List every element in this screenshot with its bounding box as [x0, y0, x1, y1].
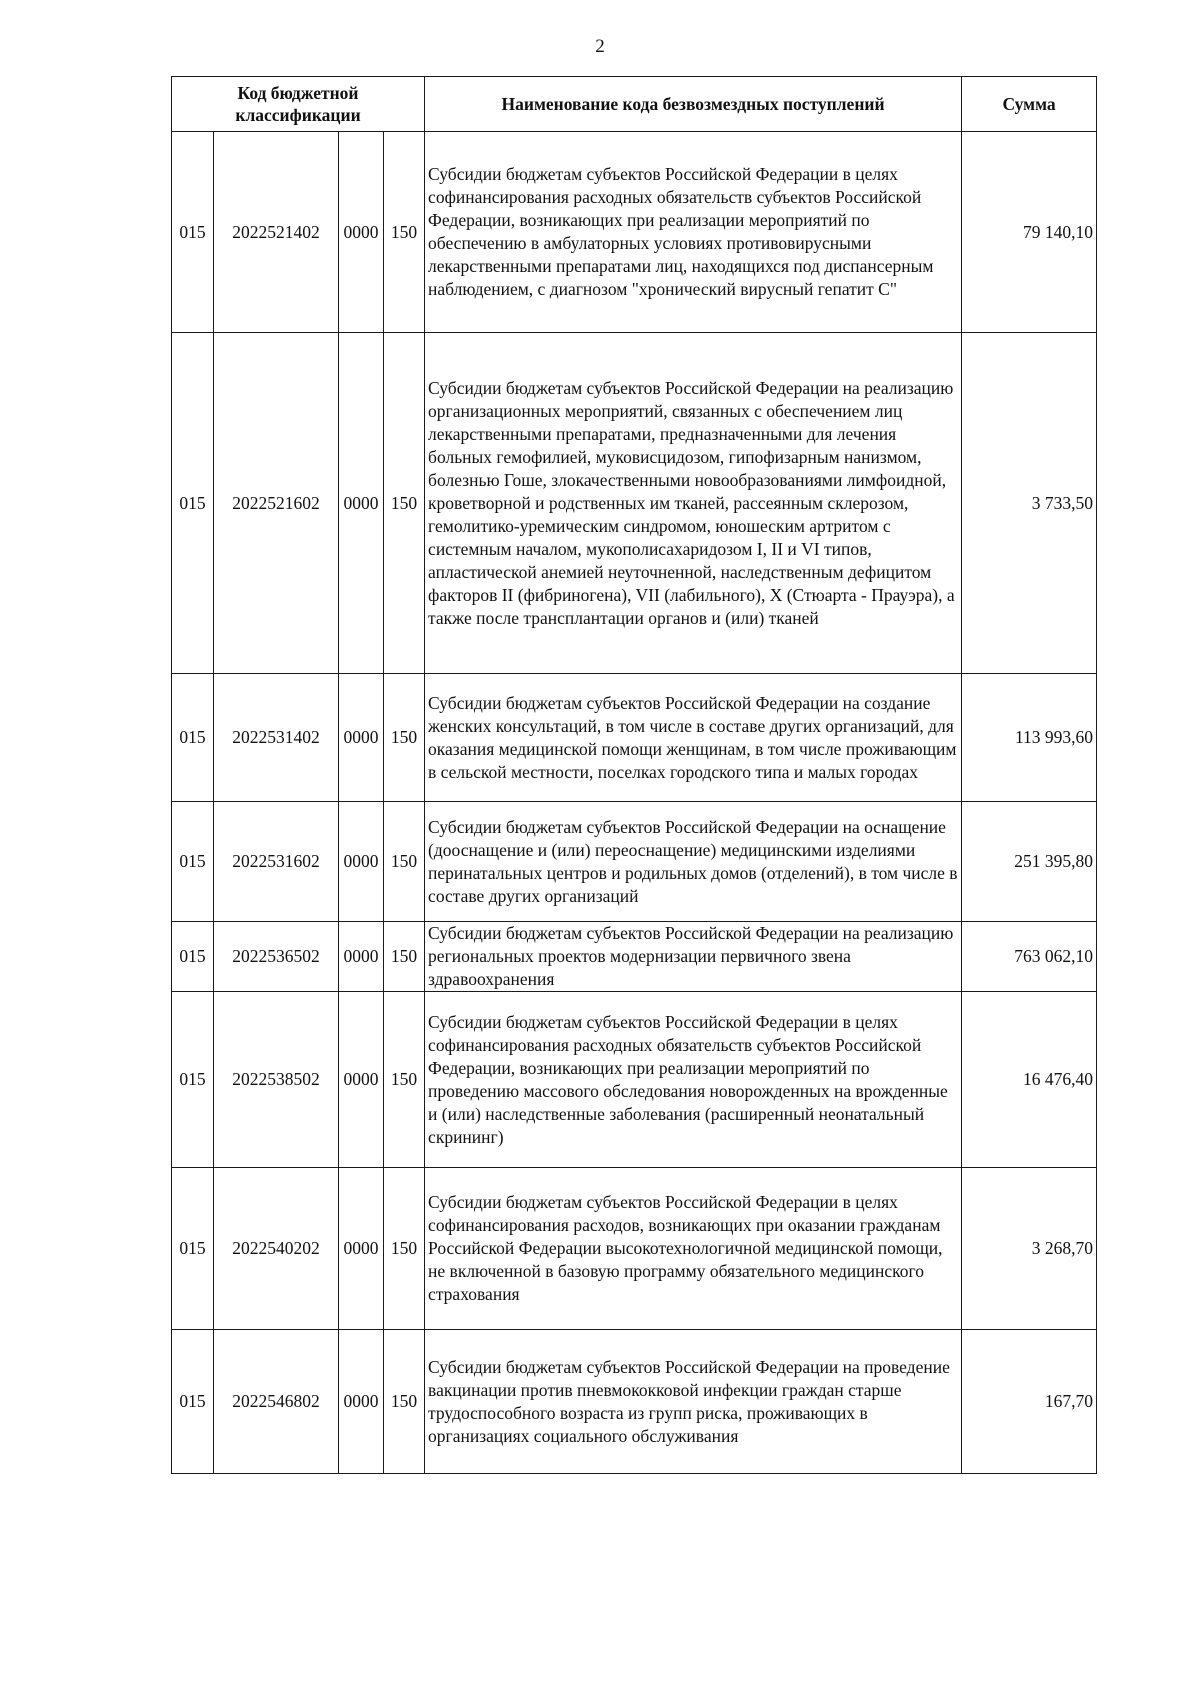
program-code-cell: 0000 — [339, 1168, 384, 1330]
income-code-cell: 2022531402 — [214, 674, 339, 802]
program-code-cell: 0000 — [339, 333, 384, 674]
table-row — [172, 674, 1097, 802]
income-name-cell: Субсидии бюджетам субъектов Российской Федерации в целях софинансирования расходов, возникающих при оказании гражданам Российской Федерации высокотехнологичной медицинской помощи, не включенной в базовую программу обязательного медицинского страхования — [425, 1168, 962, 1330]
table-body — [172, 132, 1097, 1474]
income-code-cell: 2022531602 — [214, 802, 339, 922]
table-row — [172, 132, 1097, 333]
sum-cell: 113 993,60 — [962, 674, 1097, 802]
header-row — [172, 77, 1097, 132]
table-row — [172, 922, 1097, 992]
program-code-cell: 0000 — [339, 132, 384, 333]
program-code-cell: 0000 — [339, 802, 384, 922]
kosgu-code-cell: 150 — [384, 132, 425, 333]
admin-code-cell: 015 — [172, 333, 214, 674]
income-code-cell: 2022521402 — [214, 132, 339, 333]
income-code-cell: 2022536502 — [214, 922, 339, 992]
kosgu-code-cell: 150 — [384, 922, 425, 992]
header-code: Код бюджетной классификации — [172, 77, 425, 132]
sum-cell: 3 268,70 — [962, 1168, 1097, 1330]
income-code-cell: 2022546802 — [214, 1330, 339, 1474]
table-header — [172, 77, 1097, 132]
admin-code-cell: 015 — [172, 1330, 214, 1474]
header-sum: Сумма — [962, 77, 1097, 132]
sum-cell: 251 395,80 — [962, 802, 1097, 922]
income-name-cell: Субсидии бюджетам субъектов Российской Федерации в целях софинансирования расходных обязательств субъектов Российской Федерации, возникающих при реализации мероприятий по проведению массового обследования новорожденных на врожденные и (или) наследственные заболевания (расширенный неонатальный скрининг) — [425, 992, 962, 1168]
program-code-cell: 0000 — [339, 1330, 384, 1474]
sum-cell: 763 062,10 — [962, 922, 1097, 992]
program-code-cell: 0000 — [339, 922, 384, 992]
budget-table — [171, 76, 1097, 1474]
table-row — [172, 1168, 1097, 1330]
sum-cell: 79 140,10 — [962, 132, 1097, 333]
income-name-cell: Субсидии бюджетам субъектов Российской Федерации на реализацию региональных проектов модернизации первичного звена здравоохранения — [425, 922, 962, 992]
table-row — [172, 1330, 1097, 1474]
income-code-cell: 2022538502 — [214, 992, 339, 1168]
income-code-cell: 2022540202 — [214, 1168, 339, 1330]
income-name-cell: Субсидии бюджетам субъектов Российской Федерации на реализацию организационных мероприятий, связанных с обеспечением лиц лекарственными препаратами, предназначенными для лечения больных гемофилией, муковисцидозом, гипофизарным нанизмом, болезнью Гоше, злокачественными новообразованиями лимфоидной, кроветворной и родственных им тканей, рассеянным склерозом, гемолитико-уремическим синдромом, юношеским артритом с системным началом, мукополисахаридозом I, II и VI типов, апластической анемией неуточненной, наследственным дефицитом факторов II (фибриногена), VII (лабильного), X (Стюарта - Прауэра), а также после трансплантации органов и (или) тканей — [425, 333, 962, 674]
program-code-cell: 0000 — [339, 674, 384, 802]
sum-cell: 3 733,50 — [962, 333, 1097, 674]
table-row — [172, 992, 1097, 1168]
kosgu-code-cell: 150 — [384, 802, 425, 922]
table-row — [172, 802, 1097, 922]
header-name: Наименование кода безвозмездных поступлений — [425, 77, 962, 132]
kosgu-code-cell: 150 — [384, 1168, 425, 1330]
income-name-cell: Субсидии бюджетам субъектов Российской Федерации на оснащение (дооснащение и (или) переоснащение) медицинскими изделиями перинатальных центров и родильных домов (отделений), в том числе в составе других организаций — [425, 802, 962, 922]
admin-code-cell: 015 — [172, 674, 214, 802]
kosgu-code-cell: 150 — [384, 1330, 425, 1474]
page-number: 2 — [595, 36, 605, 57]
kosgu-code-cell: 150 — [384, 333, 425, 674]
kosgu-code-cell: 150 — [384, 674, 425, 802]
kosgu-code-cell: 150 — [384, 992, 425, 1168]
admin-code-cell: 015 — [172, 1168, 214, 1330]
sum-cell: 167,70 — [962, 1330, 1097, 1474]
admin-code-cell: 015 — [172, 802, 214, 922]
sum-cell: 16 476,40 — [962, 992, 1097, 1168]
admin-code-cell: 015 — [172, 922, 214, 992]
table-row — [172, 333, 1097, 674]
admin-code-cell: 015 — [172, 992, 214, 1168]
income-code-cell: 2022521602 — [214, 333, 339, 674]
program-code-cell: 0000 — [339, 992, 384, 1168]
income-name-cell: Субсидии бюджетам субъектов Российской Федерации на проведение вакцинации против пневмококковой инфекции граждан старше трудоспособного возраста из групп риска, проживающих в организациях социального обслуживания — [425, 1330, 962, 1474]
income-name-cell: Субсидии бюджетам субъектов Российской Федерации на создание женских консультаций, в том числе в составе других организаций, для оказания медицинской помощи женщинам, в том числе проживающим в сельской местности, поселках городского типа и малых городах — [425, 674, 962, 802]
income-name-cell: Субсидии бюджетам субъектов Российской Федерации в целях софинансирования расходных обязательств субъектов Российской Федерации, возникающих при реализации мероприятий по обеспечению в амбулаторных условиях противовирусными лекарственными препаратами лиц, находящихся под диспансерным наблюдением, с диагнозом "хронический вирусный гепатит С" — [425, 132, 962, 333]
admin-code-cell: 015 — [172, 132, 214, 333]
